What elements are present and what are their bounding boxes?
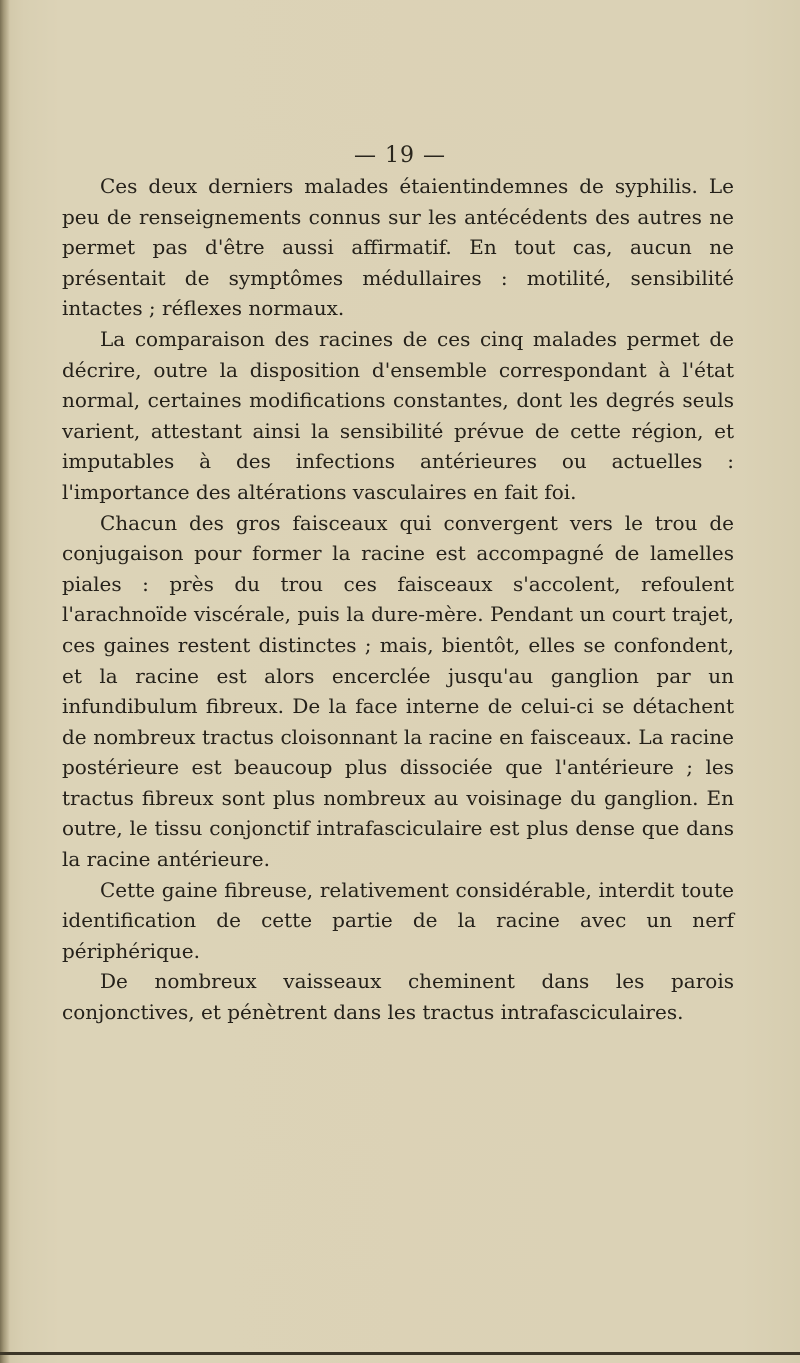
paragraph-2: La comparaison des racines de ces cinq malades permet de décrire, outre la disposition d'ensemble correspondant à l'état normal, certaines modifications constantes, dont les degrés seuls varient, attestant ainsi la sensibilité prévue de cette région, et imputables à des infections antérieures ou actuelles : l'importance des altérations vasculaires en fait foi. [62,326,734,504]
page-edge-shadow [0,0,10,1363]
bottom-edge-line [0,1352,800,1355]
paragraph-4: Cette gaine fibreuse, relativement considérable, interdit toute identification de cette partie de la racine avec un nerf périphérique. [62,877,734,963]
page-number: — 19 — [354,143,446,168]
body-text [62,171,734,1028]
paragraph-3: Chacun des gros faisceaux qui convergent vers le trou de conjugaison pour former la racine est accompagné de lamelles piales : près du trou ces faisceaux s'accolent, refoulent l'arachnoïde viscérale, puis la dure-mère. Pendant un court trajet, ces gaines restent distinctes ; mais, bientôt, elles se confondent, et la racine est alors encerclée jusqu'au ganglion par un infundibulum fibreux. De la face interne de celui-ci se détachent de nombreux tractus cloisonnant la racine en faisceaux. La racine postérieure est beaucoup plus dissociée que l'antérieure ; les tractus fibreux sont plus nombreux au voisinage du ganglion. En outre, le tissu conjonctif intrafasciculaire est plus dense que dans la racine antérieure. [62,510,734,872]
paragraph-5: De nombreux vaisseaux cheminent dans les parois conjonctives, et pénètrent dans les tractus intrafasciculaires. [62,969,734,1025]
paragraph-1: Ces deux derniers malades étaientindemnes de syphilis. Le peu de renseignements connus sur les antécédents des autres ne permet pas d'être aussi affirmatif. En tout cas, aucun ne présentait de symptômes médullaires : motilité, sensibilité intactes ; réflexes normaux. [62,174,734,321]
